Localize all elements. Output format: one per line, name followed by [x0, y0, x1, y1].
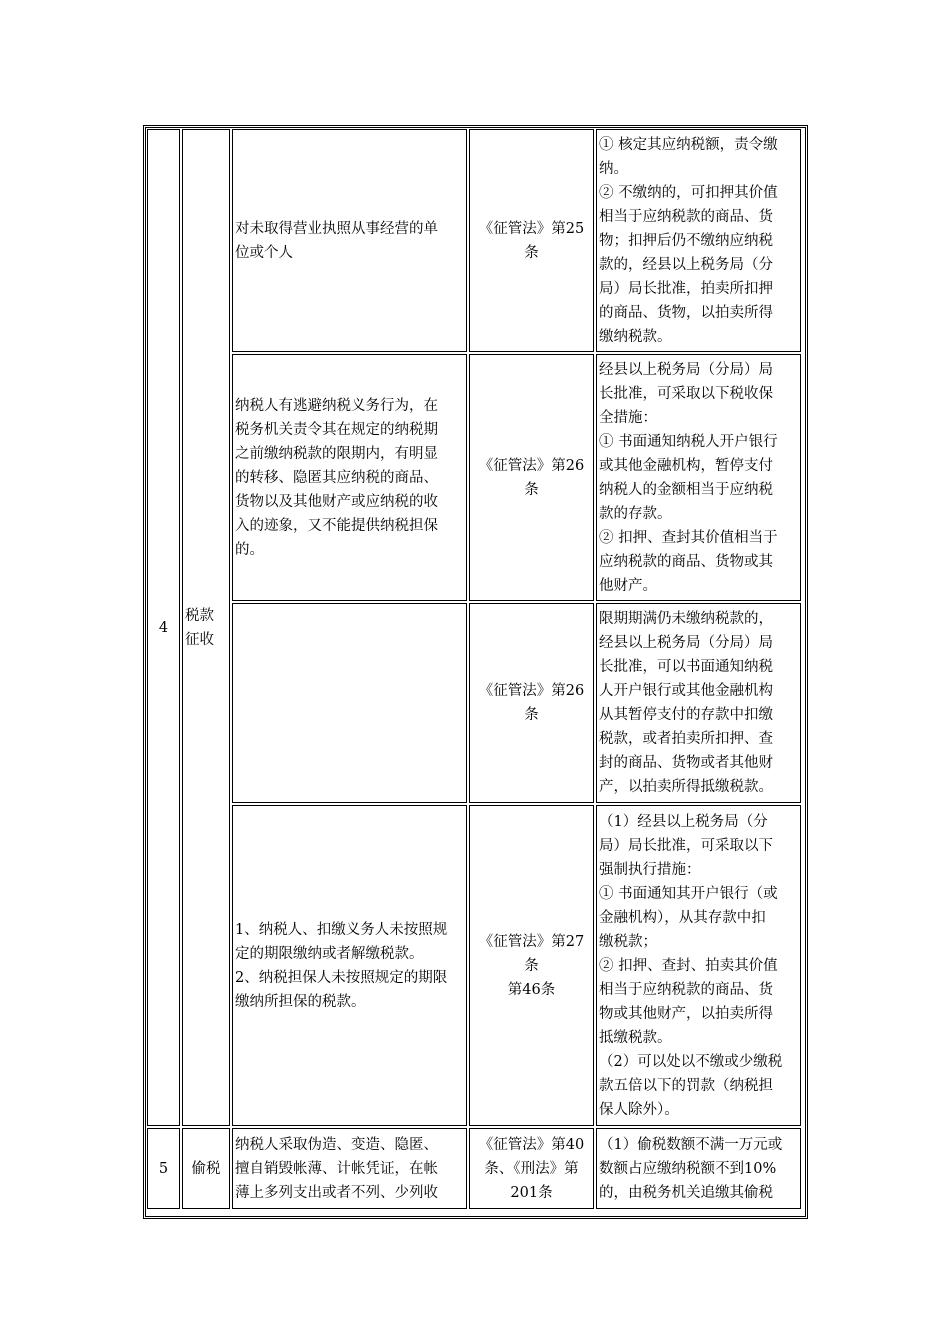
situation-cell: 对未取得营业执照从事经营的单 位或个人: [232, 129, 467, 352]
legal-basis-cell: 《征管法》第25 条: [469, 129, 594, 352]
table-row: [147, 129, 801, 352]
table-row: [147, 603, 801, 803]
situation-cell: 纳税人采取伪造、变造、隐匿、 擅自销毁帐薄、计帐凭证，在帐 薄上多列支出或者不列、少列收: [232, 1128, 467, 1209]
measures-cell: （1）偷税数额不满一万元或 数额占应缴纳税额不到10% 的，由税务机关追缴其偷税: [596, 1128, 801, 1209]
legal-basis-cell: 《征管法》第26 条: [469, 354, 594, 601]
tax-enforcement-table: [145, 127, 803, 1211]
table-row: [147, 1128, 801, 1209]
category-cell: 税款 征收: [182, 129, 230, 1126]
situation-cell: 纳税人有逃避纳税义务行为，在 税务机关责令其在规定的纳税期 之前缴纳税款的限期内，有明显 的转移、隐匿其应纳税的商品、 货物以及其他财产或应纳税的收 入的迹象，又不能提供纳税担保 的。: [232, 354, 467, 601]
situation-cell: 1、纳税人、扣缴义务人未按照规 定的期限缴纳或者解缴税款。 2、纳税担保人未按照规定的期限 缴纳所担保的税款。: [232, 805, 467, 1126]
row-number: 5: [147, 1128, 180, 1209]
measures-cell: （1）经县以上税务局（分 局）局长批准，可采取以下 强制执行措施： ① 书面通知其开户银行（或 金融机构），从其存款中扣 缴税款； ② 扣押、查封、拍卖其价值 相当于应纳税款的商品、货 物或其他财产，以拍卖所得 抵缴税款。 （2）可以处以不缴或少缴税 款五倍以下的罚款（纳税担 保人除外）。: [596, 805, 801, 1126]
legal-basis-cell: 《征管法》第40 条、《刑法》第 201条: [469, 1128, 594, 1209]
measures-cell: 限期期满仍未缴纳税款的， 经县以上税务局（分局）局 长批准，可以书面通知纳税 人开户银行或其他金融机构 从其暂停支付的存款中扣缴 税款，或者拍卖所扣押、查 封的商品、货物或者其他财 产，以拍卖所得抵缴税款。: [596, 603, 801, 803]
situation-cell-empty: [232, 603, 467, 803]
table-row: [147, 354, 801, 601]
category-cell: 偷税: [182, 1128, 230, 1209]
legal-basis-cell: 《征管法》第27 条 第46条: [469, 805, 594, 1126]
row-number: 4: [147, 129, 180, 1126]
table-row: [147, 805, 801, 1126]
legal-basis-cell: 《征管法》第26 条: [469, 603, 594, 803]
measures-cell: 经县以上税务局（分局）局 长批准，可采取以下税收保 全措施： ① 书面通知纳税人开户银行 或其他金融机构，暂停支付 纳税人的金额相当于应纳税 款的存款。 ② 扣押、查封其价值相当于 应纳税款的商品、货物或其 他财产。: [596, 354, 801, 601]
measures-cell: ① 核定其应纳税额，责令缴 纳。 ② 不缴纳的，可扣押其价值 相当于应纳税款的商品、货 物；扣押后仍不缴纳应纳税 款的，经县以上税务局（分 局）局长批准，拍卖所扣押 的商品、货物，以拍卖所得 缴纳税款。: [596, 129, 801, 352]
